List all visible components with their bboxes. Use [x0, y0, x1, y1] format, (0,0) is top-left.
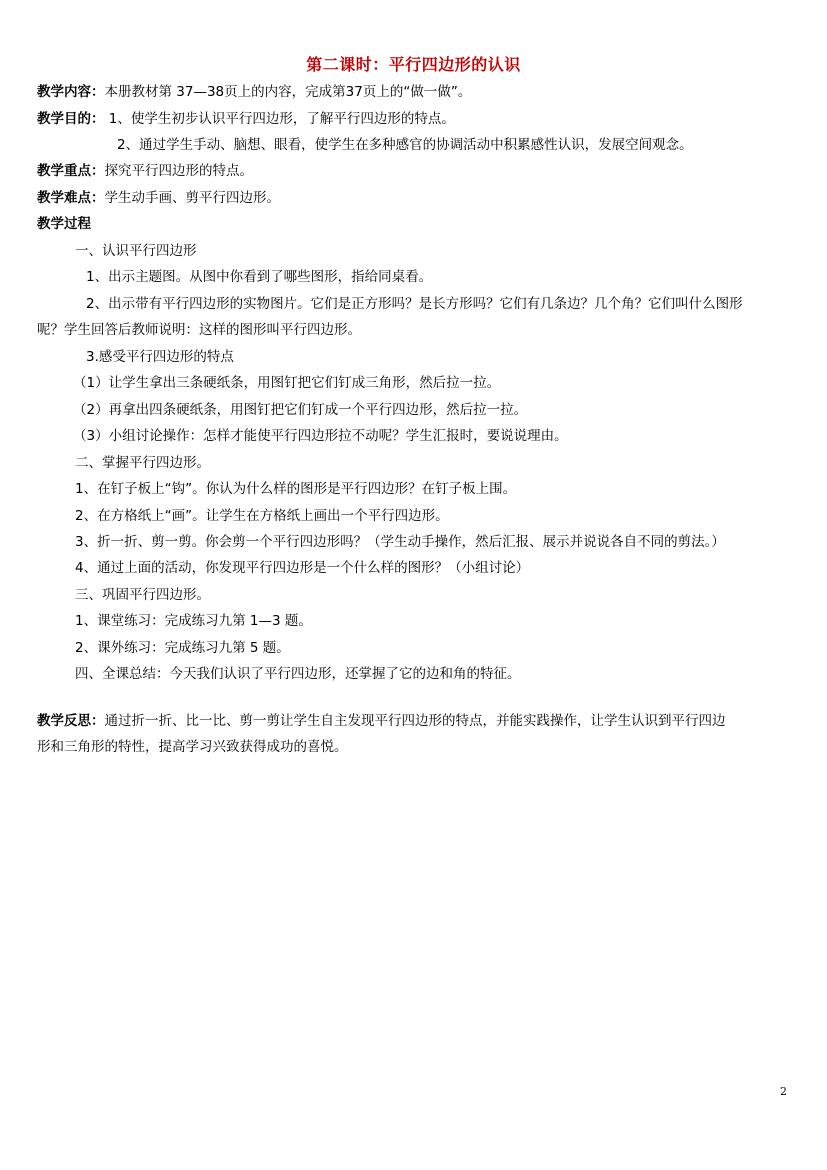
content-row — [37, 82, 471, 102]
difficulty-label: 教学难点： — [37, 190, 105, 206]
section-1-item-3: 3.感受平行四边形的特点 — [86, 349, 234, 365]
section-3-heading: 三、巩固平行四边形。 — [75, 587, 210, 603]
section-1-item-1: 1、出示主题图。从图中你看到了哪些图形，指给同桌看。 — [86, 269, 433, 285]
key-point-label: 教学重点： — [37, 163, 105, 179]
reflection-row — [37, 711, 726, 731]
section-2-item-1: 1、在钉子板上“钩”。你认为什么样的图形是平行四边形？在钉子板上围。 — [75, 481, 517, 497]
section-2-item-4: 4、通过上面的活动，你发现平行四边形是一个什么样的图形？（小组讨论） — [75, 560, 530, 576]
key-point-row — [37, 161, 253, 181]
content-label: 教学内容： — [37, 84, 105, 100]
section-3-item-1: 1、课堂练习：完成练习九第 1—3 题。 — [75, 613, 312, 629]
objectives-label: 教学目的： — [37, 111, 105, 127]
objective-item-1: 1、使学生初步认识平行四边形，了解平行四边形的特点。 — [108, 111, 455, 127]
section-1-sub-3: （3）小组讨论操作：怎样才能使平行四边形拉不动呢？学生汇报时，要说说理由。 — [73, 428, 568, 444]
reflection-text-cont: 形和三角形的特性，提高学习兴致获得成功的喜悦。 — [37, 739, 348, 755]
section-2-item-2: 2、在方格纸上“画”。让学生在方格纸上画出一个平行四边形。 — [75, 508, 449, 524]
section-3-item-2: 2、课外练习：完成练习九第 5 题。 — [75, 640, 290, 656]
section-1-sub-1: （1）让学生拿出三条硬纸条，用图钉把它们钉成三角形，然后拉一拉。 — [73, 375, 501, 391]
key-point-text: 探究平行四边形的特点。 — [104, 163, 253, 179]
process-heading: 教学过程 — [37, 216, 91, 232]
reflection-text: 通过折一折、比一比、剪一剪让学生自主发现平行四边形的特点，并能实践操作，让学生认识到平行四边 — [104, 713, 726, 729]
difficulty-text: 学生动手画、剪平行四边形。 — [104, 190, 280, 206]
section-2-item-3: 3、折一折、剪一剪。你会剪一个平行四边形吗？（学生动手操作，然后汇报、展示并说说各自不同的剪法。） — [75, 534, 725, 550]
page-number: 2 — [780, 1085, 787, 1098]
section-1-item-2-cont: 呢？学生回答后教师说明：这样的图形叫平行四边形。 — [37, 322, 361, 338]
section-1-sub-2: （2）再拿出四条硬纸条，用图钉把它们钉成一个平行四边形，然后拉一拉。 — [73, 402, 528, 418]
section-1-heading: 一、认识平行四边形 — [75, 243, 197, 259]
section-2-heading: 二、掌握平行四边形。 — [75, 455, 210, 471]
section-1-item-2: 2、出示带有平行四边形的实物图片。它们是正方形吗？是长方形吗？它们有几条边？几个角？它们叫什么图形 — [86, 296, 743, 312]
objectives-row — [37, 109, 455, 129]
reflection-label: 教学反思： — [37, 713, 105, 729]
section-4-summary: 四、全课总结：今天我们认识了平行四边形，还掌握了它的边和角的特征。 — [75, 666, 521, 682]
difficulty-row — [37, 188, 280, 208]
objective-item-2: 2、通过学生手动、脑想、眼看，使学生在多种感官的协调活动中积累感性认识，发展空间观念。 — [117, 137, 693, 153]
content-text: 本册教材第 37—38页上的内容，完成第37页上的“做一做”。 — [104, 84, 472, 100]
lesson-title: 第二课时：平行四边形的认识 — [306, 55, 521, 74]
